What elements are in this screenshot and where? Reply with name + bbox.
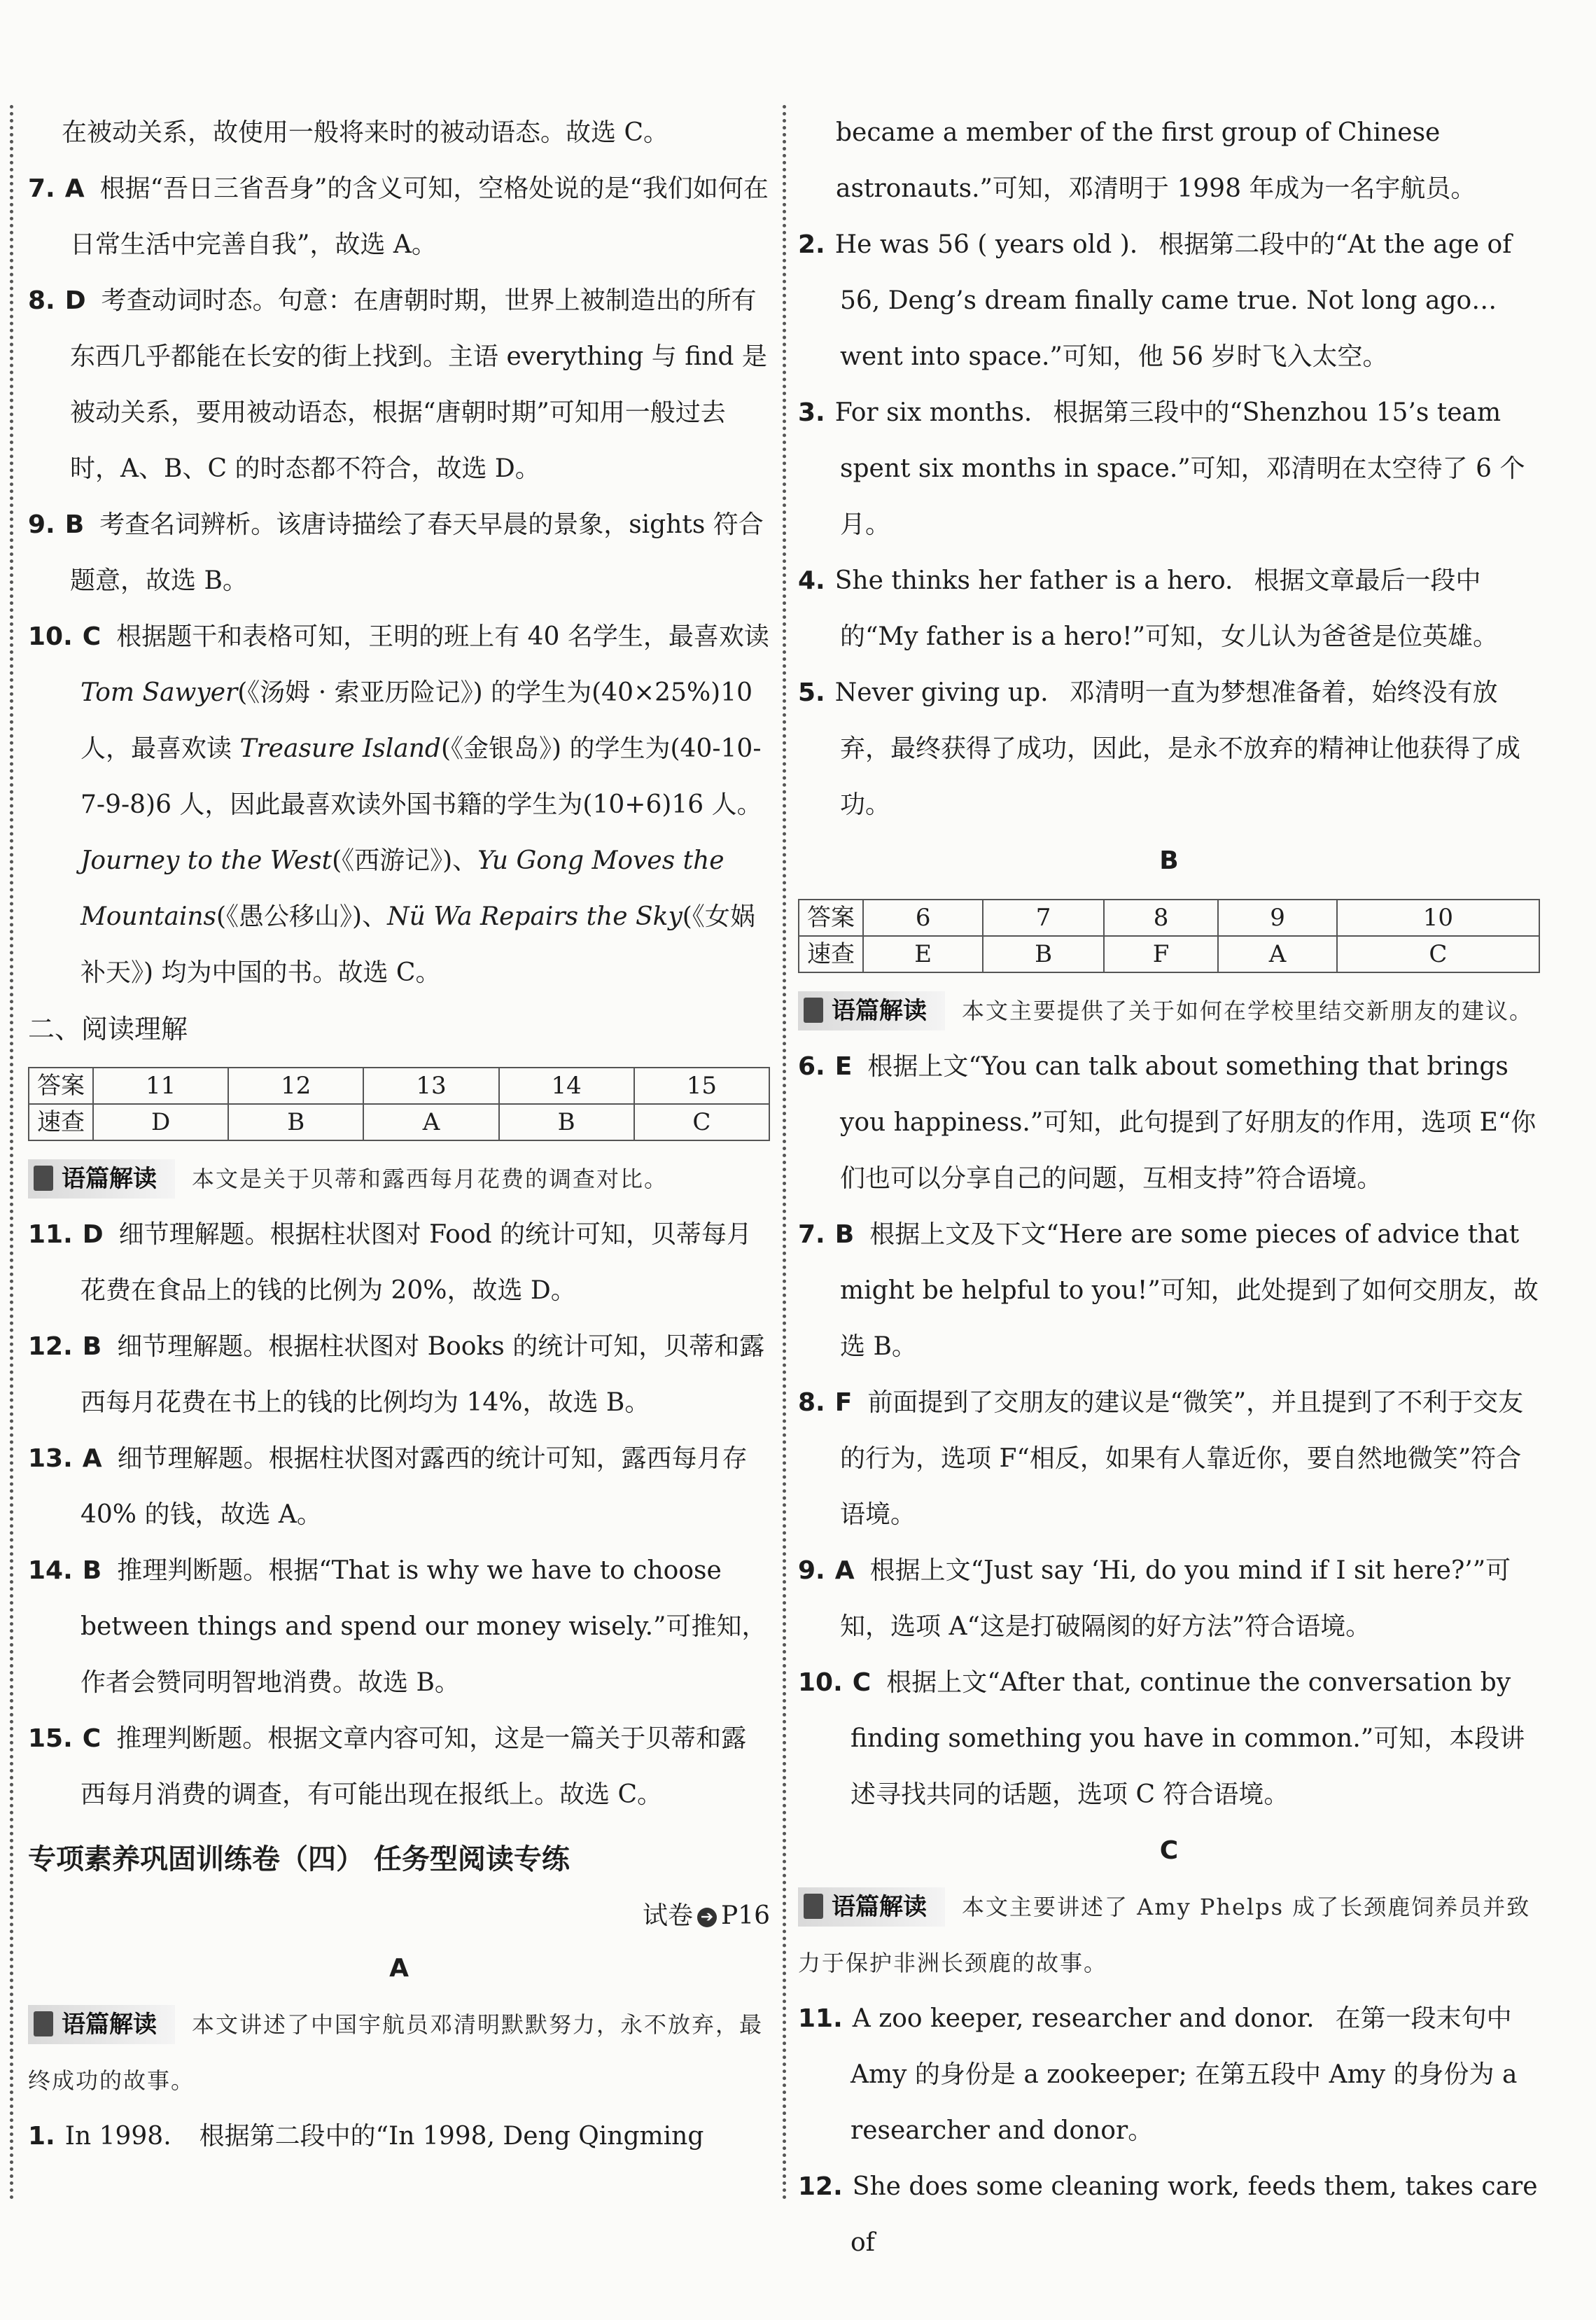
subsection-a: A: [389, 1954, 409, 1983]
answer-item-1: 1. In 1998. 根据第二段中的“In 1998, Deng Qingming: [28, 2122, 704, 2151]
passage-analysis-2: 语篇解读 本文讲述了中国宇航员邓清明默默努力，永不放弃，最终成功的故事。: [28, 1997, 770, 2109]
subsection-b: B: [1159, 846, 1179, 875]
answer-item-11: 11. D 细节理解题。根据柱状图对 Food 的统计可知，贝蒂每月花费在食品上的钱的比例为 20%，故选 D。: [28, 1220, 752, 1305]
answer-item-15: 15. C 推理判断题。根据文章内容可知，这是一篇关于贝蒂和露西每月消费的调查，有可能出现在报纸上。故选 C。: [28, 1724, 747, 1809]
answer-item-9b: 9. A 根据上文“Just say ‘Hi, do you mind if I sit here?’”可知，选项 A“这是打破隔阂的好方法”符合语境。: [798, 1556, 1511, 1641]
continued-text: became a member of the first group of Chinese astronauts.”可知，邓清明于 1998 年成为一名宇航员。: [836, 118, 1476, 203]
passage-analysis-3: 语篇解读 本文主要提供了关于如何在学校里结交新朋友的建议。: [798, 983, 1540, 1039]
answer-item-14: 14. B 推理判断题。根据“That is why we have to choose between things and spend our money wisely.”可推知，作者会赞同明智地消费。故选 B。: [28, 1556, 767, 1697]
continued-text: 在被动关系，故使用一般将来时的被动语态。故选 C。: [62, 118, 668, 147]
answer-table-11-15: 答案 11 12 13 14 15 速查 D B A B C: [28, 1067, 770, 1141]
arrow-right-icon: ➔: [697, 1908, 717, 1927]
answer-item-11b: 11. A zoo keeper, researcher and donor. 在第一段末句中 Amy 的身份是 a zookeeper; 在第五段中 Amy 的身份为 a researcher and donor。: [798, 2004, 1518, 2145]
answer-table-6-10: 答案 6 7 8 9 10 速查 E B F A C: [798, 899, 1540, 973]
dotted-margin-left: [10, 105, 13, 2201]
answer-item-6: 6. E 根据上文“You can talk about something that brings you happiness.”可知，此句提到了好朋友的作用，选项 E“你们也可以分享自己的问题，互相支持”符合语境。: [798, 1052, 1536, 1193]
passage-analysis-1: 语篇解读 本文是关于贝蒂和露西每月花费的调查对比。: [28, 1151, 770, 1207]
answer-item-8b: 8. F 前面提到了交朋友的建议是“微笑”，并且提到了不利于交友的行为，选项 F“相反，如果有人靠近你，要自然地微笑”符合语境。: [798, 1388, 1524, 1529]
book-icon: [804, 998, 823, 1023]
book-icon: [804, 1894, 823, 1919]
answer-item-12b: 12. She does some cleaning work, feeds them, takes care of: [798, 2172, 1538, 2257]
answer-item-3: 3. For six months. 根据第三段中的“Shenzhou 15’s team spent six months in space.”可知，邓清明在太空待了 6 个月。: [798, 398, 1525, 539]
book-icon: [34, 2011, 53, 2036]
section-title: 专项素养巩固训练卷（四） 任务型阅读专练: [28, 1843, 570, 1875]
answer-item-13: 13. A 细节理解题。根据柱状图对露西的统计可知，露西每月存 40% 的钱，故选 A。: [28, 1444, 748, 1529]
passage-analysis-4: 语篇解读 本文主要讲述了 Amy Phelps 成了长颈鹿饲养员并致力于保护非洲长颈鹿的故事。: [798, 1879, 1540, 1991]
answer-item-7: 7. A 根据“吾日三省吾身”的含义可知，空格处说的是“我们如何在日常生活中完善自我”，故选 A。: [28, 174, 769, 259]
dotted-column-divider: [783, 105, 786, 2201]
answer-item-12: 12. B 细节理解题。根据柱状图对 Books 的统计可知，贝蒂和露西每月花费在书上的钱的比例均为 14%，故选 B。: [28, 1332, 765, 1417]
left-column: [28, 105, 770, 2165]
answer-item-10: 10. C 根据题干和表格可知，王明的班上有 40 名学生，最喜欢读 Tom Sawyer(《汤姆 · 索亚历险记》) 的学生为(40×25%)10 人，最喜欢读 Treasure Island(《金银岛》) 的学生为(40-10-7-9-8)6 人，因此最喜欢读外国书籍的学生为(10+6)16 人。Journey to the West(《西游记》)、Yu Gong Moves the Mountains(《愚公移山》)、Nü Wa Repairs the Sky(《女娲补天》) 均为中国的书。故选 C。: [28, 622, 769, 987]
section-heading-reading: 二、阅读理解: [28, 1014, 188, 1044]
answer-item-10b: 10. C 根据上文“After that, continue the conversation by finding something you have in common.”可知，本段讲述寻找共同的话题，选项 C 符合语境。: [798, 1668, 1525, 1809]
subsection-c: C: [1159, 1836, 1179, 1865]
book-icon: [34, 1166, 53, 1191]
answer-item-8: 8. D 考查动词时态。句意：在唐朝时期，世界上被制造出的所有东西几乎都能在长安的街上找到。主语 everything 与 find 是被动关系，要用被动语态，根据“唐朝时期”可知用一般过去时，A、B、C 的时态都不符合，故选 D。: [28, 286, 767, 483]
answer-item-7b: 7. B 根据上文及下文“Here are some pieces of advice that might be helpful to you!”可知，此处提到了如何交朋友，故选 B。: [798, 1220, 1539, 1361]
answer-item-2: 2. He was 56 ( years old ). 根据第二段中的“At the age of 56, Deng’s dream finally came true. Not long ago…went into space.”可知，他 56 岁时飞入太空。: [798, 230, 1512, 371]
answer-item-5: 5. Never giving up. 邓清明一直为梦想准备着，始终没有放弃，最终获得了成功，因此，是永不放弃的精神让他获得了成功。: [798, 678, 1521, 819]
answer-item-9: 9. B 考查名词辨析。该唐诗描绘了春天早晨的景象，sights 符合题意，故选 B。: [28, 510, 764, 595]
right-column: [798, 105, 1540, 2271]
answer-item-4: 4. She thinks her father is a hero. 根据文章最后一段中的“My father is a hero!”可知，女儿认为爸爸是位英雄。: [798, 566, 1499, 651]
page-reference: 试卷 ➔ P16: [642, 1901, 770, 1930]
